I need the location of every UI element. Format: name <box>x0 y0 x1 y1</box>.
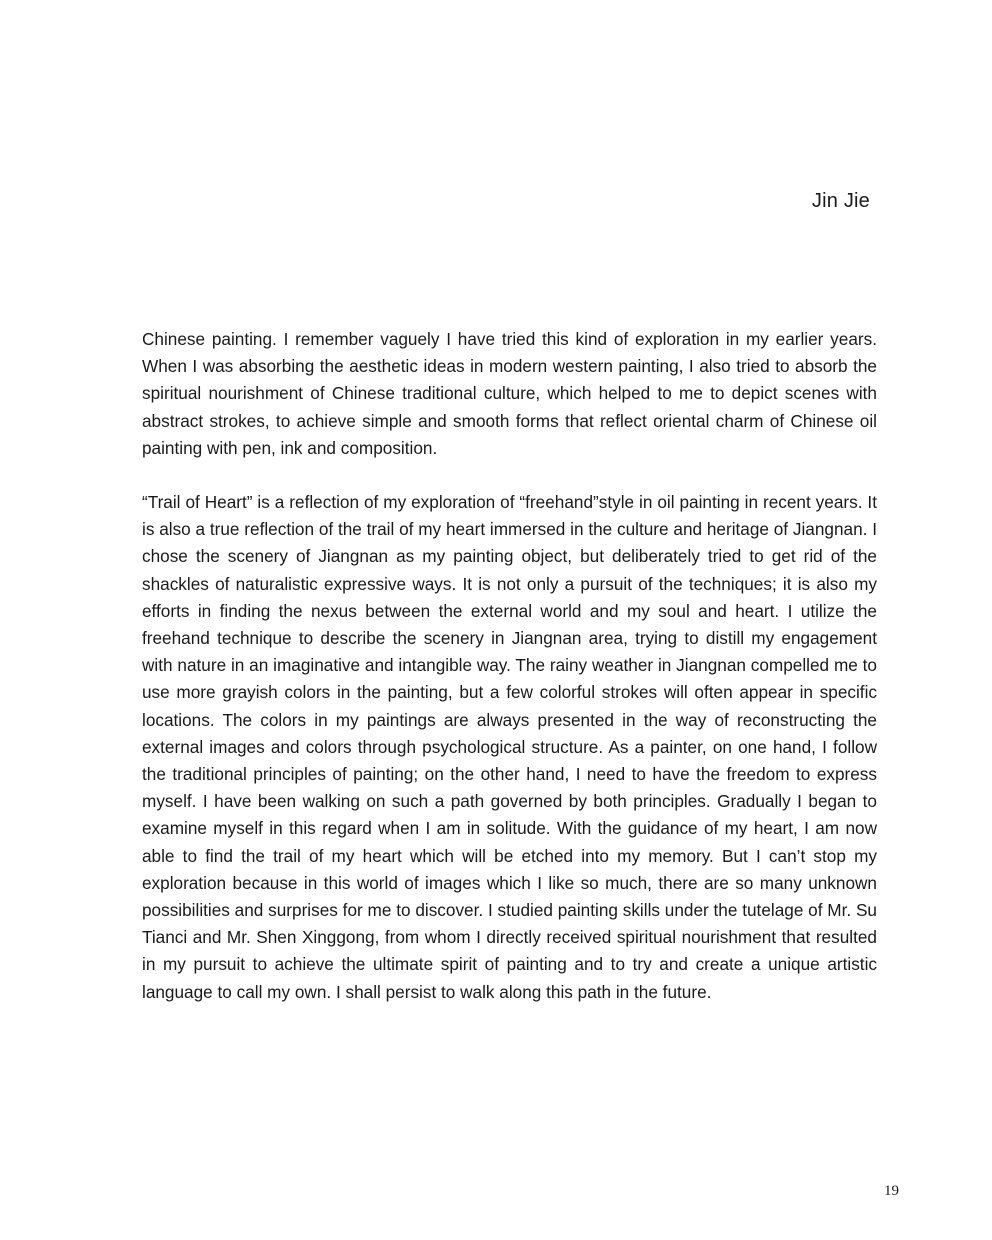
body-text <box>142 326 877 1033</box>
paragraph: “Trail of Heart” is a reflection of my exploration of “freehand”style in oil painting in recent years. It is also a true reflection of the trail of my heart immersed in the culture and heritage of Jiangnan. I chose the scenery of Jiangnan as my painting object, but deliberately tried to get rid of the shackles of naturalistic expressive ways. It is not only a pursuit of the techniques; it is also my efforts in finding the nexus between the external world and my soul and heart. I utilize the freehand technique to describe the scenery in Jiangnan area, trying to distill my engagement with nature in an imaginative and intangible way. The rainy weather in Jiangnan compelled me to use more grayish colors in the painting, but a few colorful strokes will often appear in specific locations. The colors in my paintings are always presented in the way of reconstructing the external images and colors through psychological structure. As a painter, on one hand, I follow the traditional principles of painting; on the other hand, I need to have the freedom to express myself. I have been walking on such a path governed by both principles. Gradually I began to examine myself in this regard when I am in solitude. With the guidance of my heart, I am now able to find the trail of my heart which will be etched into my memory. But I can’t stop my exploration because in this world of images which I like so much, there are so many unknown possibilities and surprises for me to discover. I studied painting skills under the tutelage of Mr. Su Tianci and Mr. Shen Xinggong, from whom I directly received spiritual nourishment that resulted in my pursuit to achieve the ultimate spirit of painting and to try and create a unique artistic language to call my own. I shall persist to walk along this path in the future. <box>142 492 877 1002</box>
author-name: Jin Jie <box>811 190 870 212</box>
paragraph: Chinese painting. I remember vaguely I have tried this kind of exploration in my earlier years. When I was absorbing the aesthetic ideas in modern western painting, I also tried to absorb the spiritual nourishment of Chinese traditional culture, which helped to me to depict scenes with abstract strokes, to achieve simple and smooth forms that reflect oriental charm of Chinese oil painting with pen, ink and composition. <box>142 329 877 458</box>
page-number: 19 <box>884 1183 899 1199</box>
